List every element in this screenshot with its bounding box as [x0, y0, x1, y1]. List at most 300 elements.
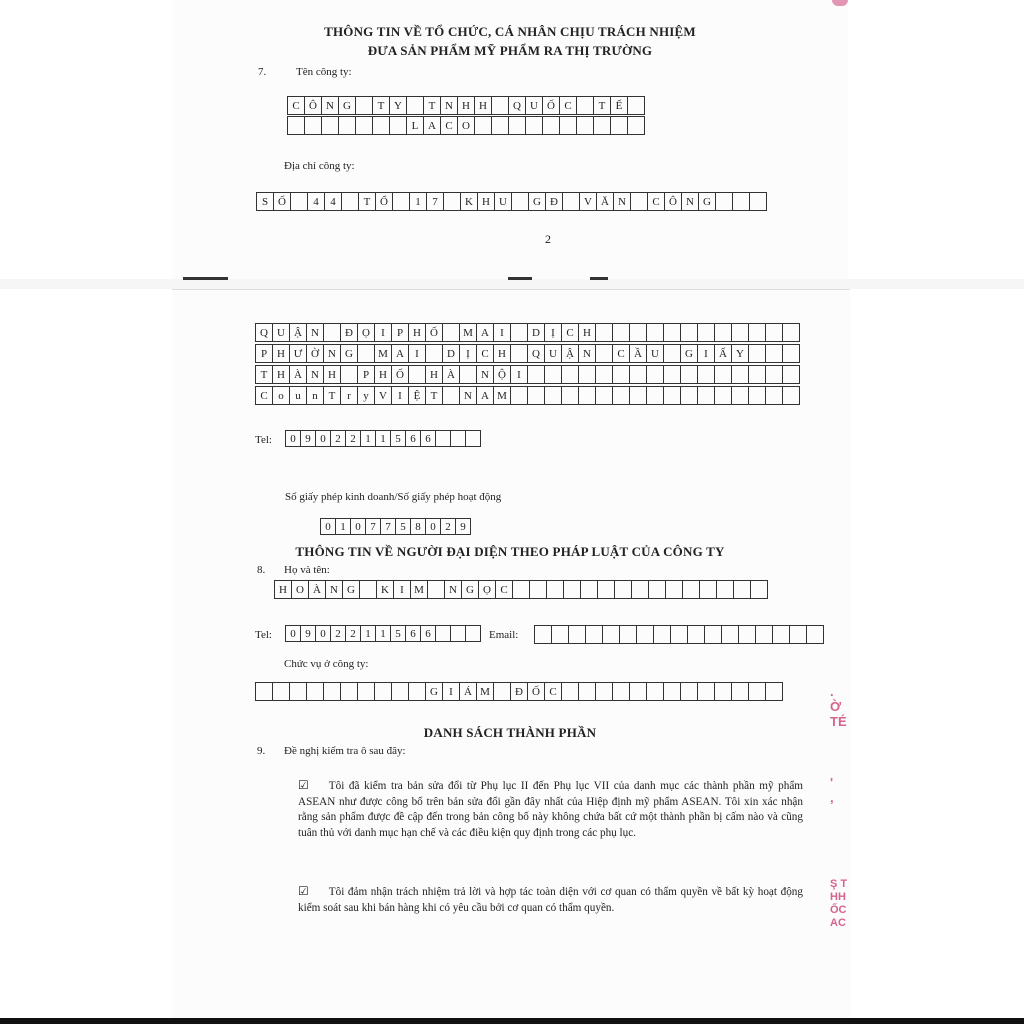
grid-cell: D	[443, 344, 460, 363]
grid-cell	[562, 682, 579, 701]
grid-cell: H	[273, 344, 290, 363]
grid-cell: r	[341, 386, 358, 405]
grid-cell	[562, 365, 579, 384]
grid-cell	[664, 386, 681, 405]
grid-cell: Đ	[511, 682, 528, 701]
grid-cell	[586, 625, 603, 644]
grid-cell: P	[358, 365, 375, 384]
grid-cell: 1	[361, 625, 376, 642]
grid-cell: H	[273, 365, 290, 384]
grid-cell	[783, 323, 800, 342]
grid-cell	[552, 625, 569, 644]
grid-cell	[564, 580, 581, 599]
grid-cell: Á	[460, 682, 477, 701]
grid-cell	[392, 682, 409, 701]
company-name-label: Tên công ty:	[296, 66, 352, 78]
grid-cell: H	[426, 365, 443, 384]
page-gap	[0, 279, 1024, 289]
grid-cell: 0	[316, 430, 331, 447]
grid-cell: Q	[528, 344, 545, 363]
grid-cell: À	[309, 580, 326, 599]
grid-cell	[273, 682, 290, 701]
grid-cell	[305, 116, 322, 135]
grid-cell: 0	[321, 518, 336, 535]
grid-cell	[492, 96, 509, 115]
grid-cell	[579, 682, 596, 701]
grid-cell: I	[392, 386, 409, 405]
grid-cell: D	[528, 323, 545, 342]
bottom-edge	[0, 1018, 1024, 1024]
scan-mark	[590, 277, 608, 280]
grid-cell	[647, 365, 664, 384]
grid-cell: Ộ	[494, 365, 511, 384]
grid-cell: Ấ	[715, 344, 732, 363]
grid-cell: Ậ	[290, 323, 307, 342]
grid-cell: G	[341, 344, 358, 363]
grid-cell: 7	[427, 192, 444, 211]
grid-cell	[630, 365, 647, 384]
grid-cell: u	[290, 386, 307, 405]
grid-cell: Ố	[392, 365, 409, 384]
grid-cell	[563, 192, 580, 211]
grid-cell: T	[373, 96, 390, 115]
grid-cell: 5	[391, 625, 406, 642]
grid-cell: C	[477, 344, 494, 363]
grid-cell: N	[441, 96, 458, 115]
grid-cell: o	[273, 386, 290, 405]
checkbox-checked-icon: ☑	[298, 778, 309, 792]
grid-cell: C	[560, 96, 577, 115]
grid-cell: y	[358, 386, 375, 405]
grid-cell: Ậ	[562, 344, 579, 363]
tel2-grid	[285, 625, 481, 642]
grid-cell: C	[256, 386, 273, 405]
grid-cell: 9	[301, 625, 316, 642]
grid-cell	[579, 365, 596, 384]
grid-cell: 6	[421, 430, 436, 447]
grid-cell: n	[307, 386, 324, 405]
grid-cell: G	[462, 580, 479, 599]
grid-cell	[560, 116, 577, 135]
license-number-grid	[320, 518, 471, 535]
grid-cell: N	[326, 580, 343, 599]
company-address-grid	[256, 192, 767, 211]
grid-cell	[324, 682, 341, 701]
grid-cell: 2	[346, 625, 361, 642]
grid-cell	[732, 682, 749, 701]
grid-cell: Ị	[545, 323, 562, 342]
grid-cell: G	[529, 192, 546, 211]
grid-cell: I	[511, 365, 528, 384]
grid-cell	[407, 96, 424, 115]
declaration-text-2: Tôi đảm nhận trách nhiệm trả lời và hợp tác toàn diện với cơ quan có thẩm quyền về bất kỳ hoạt động kiểm soát sau khi bán hàng khi có yêu cầu bởi cơ quan có thẩm quyền.	[298, 886, 803, 914]
grid-cell: C	[288, 96, 305, 115]
grid-cell: À	[290, 365, 307, 384]
grid-cell	[444, 192, 461, 211]
grid-cell	[628, 116, 645, 135]
grid-cell	[307, 682, 324, 701]
grid-cell: C	[613, 344, 630, 363]
grid-cell: 6	[421, 625, 436, 642]
grid-cell: T	[324, 386, 341, 405]
company-address-label: Địa chỉ công ty:	[284, 160, 355, 172]
grid-cell: K	[461, 192, 478, 211]
grid-cell: M	[375, 344, 392, 363]
grid-cell: Đ	[546, 192, 563, 211]
position-grid	[255, 682, 783, 701]
grid-cell: Ô	[665, 192, 682, 211]
grid-cell: P	[392, 323, 409, 342]
grid-cell: N	[460, 386, 477, 405]
grid-cell: G	[426, 682, 443, 701]
grid-cell: G	[343, 580, 360, 599]
grid-cell	[783, 344, 800, 363]
grid-cell	[654, 625, 671, 644]
grid-cell	[734, 580, 751, 599]
grid-cell	[451, 430, 466, 447]
grid-cell: Ố	[426, 323, 443, 342]
grid-cell: Y	[732, 344, 749, 363]
grid-cell	[749, 365, 766, 384]
grid-cell: 5	[396, 518, 411, 535]
ingredients-heading: DANH SÁCH THÀNH PHẦN	[423, 725, 597, 740]
grid-cell	[698, 323, 715, 342]
grid-cell	[390, 116, 407, 135]
grid-cell: G	[339, 96, 356, 115]
grid-cell	[751, 580, 768, 599]
grid-cell: Ị	[460, 344, 477, 363]
grid-cell: H	[579, 323, 596, 342]
grid-cell: T	[256, 365, 273, 384]
grid-cell	[715, 365, 732, 384]
grid-cell	[666, 580, 683, 599]
grid-cell	[547, 580, 564, 599]
grid-cell: Ờ	[307, 344, 324, 363]
grid-cell	[664, 365, 681, 384]
grid-cell	[409, 365, 426, 384]
grid-cell: H	[475, 96, 492, 115]
grid-cell: Ầ	[630, 344, 647, 363]
grid-cell: H	[478, 192, 495, 211]
grid-cell: G	[681, 344, 698, 363]
grid-cell	[545, 386, 562, 405]
grid-cell: U	[647, 344, 664, 363]
grid-cell	[569, 625, 586, 644]
grid-cell	[783, 386, 800, 405]
grid-cell	[766, 386, 783, 405]
full-name-grid	[274, 580, 768, 599]
grid-cell: H	[275, 580, 292, 599]
grid-cell: N	[477, 365, 494, 384]
grid-cell	[750, 192, 767, 211]
grid-cell: N	[307, 365, 324, 384]
grid-cell	[409, 682, 426, 701]
grid-cell	[783, 365, 800, 384]
position-label: Chức vụ ở công ty:	[284, 658, 369, 670]
section-number: 9.	[257, 745, 266, 757]
grid-cell	[647, 323, 664, 342]
grid-cell	[528, 386, 545, 405]
grid-cell: 0	[286, 430, 301, 447]
check-instruction: Đề nghị kiểm tra ô sau đây:	[284, 745, 406, 757]
grid-cell: A	[477, 323, 494, 342]
grid-cell	[375, 682, 392, 701]
grid-cell	[698, 386, 715, 405]
grid-cell	[581, 580, 598, 599]
page-heading-line2: ĐƯA SẢN PHẨM MỸ PHẨM RA THỊ TRƯỜNG	[367, 43, 653, 58]
checkbox-checked-icon: ☑	[298, 884, 309, 898]
tel2-label: Tel:	[255, 629, 272, 641]
grid-cell	[596, 323, 613, 342]
grid-cell: 2	[331, 430, 346, 447]
grid-cell: G	[699, 192, 716, 211]
grid-cell: H	[409, 323, 426, 342]
grid-cell	[436, 430, 451, 447]
grid-cell	[749, 323, 766, 342]
grid-cell	[807, 625, 824, 644]
grid-cell	[373, 116, 390, 135]
grid-cell	[596, 365, 613, 384]
grid-cell	[288, 116, 305, 135]
scan-mark	[508, 277, 532, 280]
grid-cell	[664, 344, 681, 363]
grid-cell: C	[496, 580, 513, 599]
grid-cell: N	[307, 323, 324, 342]
grid-cell: C	[441, 116, 458, 135]
grid-cell	[732, 386, 749, 405]
grid-cell: V	[375, 386, 392, 405]
grid-cell	[460, 365, 477, 384]
page-number: 2	[545, 232, 551, 246]
grid-cell: Ổ	[376, 192, 393, 211]
grid-cell: N	[445, 580, 462, 599]
grid-cell	[256, 682, 273, 701]
grid-cell: A	[477, 386, 494, 405]
grid-cell	[749, 682, 766, 701]
grid-cell	[732, 323, 749, 342]
grid-cell	[766, 682, 783, 701]
grid-cell: C	[648, 192, 665, 211]
stamp-fragment: . Ờ TÉ	[830, 684, 847, 729]
grid-cell	[631, 192, 648, 211]
address-grid-row4	[255, 386, 800, 405]
grid-cell	[637, 625, 654, 644]
document-page-2	[172, 0, 848, 280]
grid-cell: H	[494, 344, 511, 363]
grid-cell	[756, 625, 773, 644]
grid-cell	[451, 625, 466, 642]
grid-cell	[620, 625, 637, 644]
tel-label: Tel:	[255, 434, 272, 446]
grid-cell: Ố	[528, 682, 545, 701]
page-heading-line1: THÔNG TIN VỀ TỔ CHỨC, CÁ NHÂN CHỊU TRÁCH NHIỆM	[324, 24, 696, 39]
grid-cell: T	[594, 96, 611, 115]
grid-cell	[766, 365, 783, 384]
grid-cell	[749, 386, 766, 405]
grid-cell	[577, 116, 594, 135]
grid-cell	[615, 580, 632, 599]
license-label: Số giấy phép kinh doanh/Số giấy phép hoạt động	[285, 491, 502, 503]
grid-cell	[630, 682, 647, 701]
grid-cell: U	[273, 323, 290, 342]
grid-cell	[443, 323, 460, 342]
grid-cell: 0	[351, 518, 366, 535]
grid-cell: T	[359, 192, 376, 211]
grid-cell	[632, 580, 649, 599]
grid-cell: M	[494, 386, 511, 405]
grid-cell	[341, 365, 358, 384]
grid-cell: Q	[509, 96, 526, 115]
grid-cell: O	[458, 116, 475, 135]
grid-cell: S	[257, 192, 274, 211]
grid-cell: 2	[441, 518, 456, 535]
grid-cell	[613, 323, 630, 342]
grid-cell: M	[411, 580, 428, 599]
grid-cell	[766, 323, 783, 342]
grid-cell: U	[545, 344, 562, 363]
grid-cell: P	[256, 344, 273, 363]
grid-cell: M	[460, 323, 477, 342]
address-grid-row3	[255, 365, 800, 384]
grid-cell	[715, 682, 732, 701]
grid-cell: 1	[376, 625, 391, 642]
grid-cell	[630, 386, 647, 405]
grid-cell	[716, 192, 733, 211]
grid-cell: A	[424, 116, 441, 135]
grid-cell	[436, 625, 451, 642]
grid-cell: N	[322, 96, 339, 115]
grid-cell: 5	[391, 430, 406, 447]
grid-cell	[545, 365, 562, 384]
grid-cell: 0	[286, 625, 301, 642]
grid-cell: C	[545, 682, 562, 701]
grid-cell	[681, 386, 698, 405]
grid-cell: Ọ	[479, 580, 496, 599]
grid-cell	[698, 682, 715, 701]
grid-cell: 0	[426, 518, 441, 535]
grid-cell: 6	[406, 625, 421, 642]
grid-cell	[341, 682, 358, 701]
grid-cell	[628, 96, 645, 115]
grid-cell	[630, 323, 647, 342]
grid-cell	[513, 580, 530, 599]
grid-cell	[598, 580, 615, 599]
grid-cell	[766, 344, 783, 363]
grid-cell	[339, 116, 356, 135]
rep-heading: THÔNG TIN VỀ NGƯỜI ĐẠI DIỆN THEO PHÁP LUẬT CỦA CÔNG TY	[295, 544, 725, 559]
email-grid	[534, 625, 824, 644]
grid-cell: 2	[346, 430, 361, 447]
grid-cell	[715, 323, 732, 342]
grid-cell	[611, 116, 628, 135]
grid-cell: 8	[411, 518, 426, 535]
grid-cell	[594, 116, 611, 135]
grid-cell	[535, 625, 552, 644]
grid-cell: C	[562, 323, 579, 342]
grid-cell: I	[443, 682, 460, 701]
grid-cell	[647, 682, 664, 701]
grid-cell: 1	[376, 430, 391, 447]
grid-cell: I	[409, 344, 426, 363]
grid-cell	[698, 365, 715, 384]
grid-cell	[358, 682, 375, 701]
grid-cell	[543, 116, 560, 135]
grid-cell: I	[375, 323, 392, 342]
grid-cell	[681, 365, 698, 384]
declaration-paragraph-1	[298, 778, 803, 841]
grid-cell	[291, 192, 308, 211]
grid-cell	[322, 116, 339, 135]
grid-cell	[664, 682, 681, 701]
address-grid-row2	[255, 344, 800, 363]
grid-cell	[749, 344, 766, 363]
grid-cell	[356, 96, 373, 115]
grid-cell: N	[614, 192, 631, 211]
grid-cell: 1	[336, 518, 351, 535]
grid-cell	[492, 116, 509, 135]
grid-cell: V	[580, 192, 597, 211]
grid-cell: 7	[381, 518, 396, 535]
grid-cell: Ọ	[358, 323, 375, 342]
grid-cell: Q	[256, 323, 273, 342]
grid-cell	[360, 580, 377, 599]
grid-cell: H	[458, 96, 475, 115]
grid-cell: 7	[366, 518, 381, 535]
grid-cell: I	[698, 344, 715, 363]
grid-cell	[722, 625, 739, 644]
stamp-fragment: ' ,	[830, 775, 834, 805]
stamp-fragment: Ş T HH ỐC AC	[830, 878, 848, 929]
grid-cell: L	[407, 116, 424, 135]
grid-cell	[342, 192, 359, 211]
grid-cell	[681, 682, 698, 701]
grid-cell: Ố	[274, 192, 291, 211]
grid-cell	[475, 116, 492, 135]
grid-cell	[649, 580, 666, 599]
declaration-paragraph-2	[298, 884, 803, 916]
grid-cell: Ô	[305, 96, 322, 115]
full-name-label: Họ và tên:	[284, 564, 330, 576]
grid-cell	[596, 682, 613, 701]
grid-cell: U	[495, 192, 512, 211]
grid-cell: T	[426, 386, 443, 405]
grid-cell	[739, 625, 756, 644]
grid-cell	[426, 344, 443, 363]
grid-cell	[466, 625, 481, 642]
grid-cell	[428, 580, 445, 599]
grid-cell	[466, 430, 481, 447]
grid-cell	[511, 386, 528, 405]
section-number: 8.	[257, 564, 266, 576]
grid-cell	[664, 323, 681, 342]
grid-cell	[613, 386, 630, 405]
grid-cell	[530, 580, 547, 599]
grid-cell	[358, 344, 375, 363]
grid-cell: Y	[390, 96, 407, 115]
grid-cell	[509, 116, 526, 135]
company-name-grid-row1	[287, 96, 645, 115]
grid-cell	[596, 344, 613, 363]
grid-cell	[562, 386, 579, 405]
grid-cell: T	[424, 96, 441, 115]
grid-cell	[511, 344, 528, 363]
grid-cell: 1	[361, 430, 376, 447]
grid-cell: I	[394, 580, 411, 599]
grid-cell: 1	[410, 192, 427, 211]
grid-cell	[613, 682, 630, 701]
grid-cell	[528, 365, 545, 384]
grid-cell: O	[292, 580, 309, 599]
